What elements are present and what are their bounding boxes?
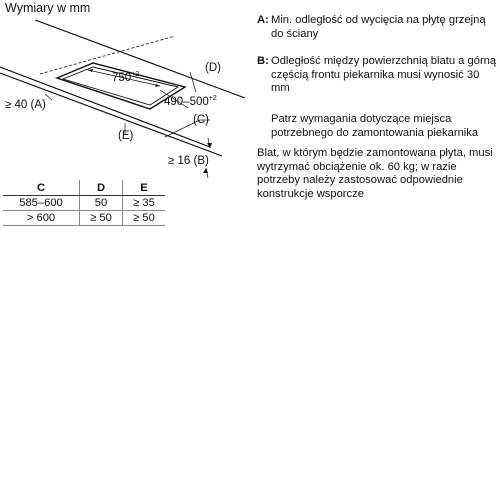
countertop-back-edge (35, 20, 245, 98)
table-row (3, 211, 165, 226)
legend-text-a: Min. odległość od wycięcia na płytę grzejną do ściany (271, 14, 486, 40)
label-490: $490-500^{+2}$ (164, 95, 217, 108)
installation-diagram (0, 20, 260, 190)
table-cell: ≥ 50 (80, 211, 123, 226)
table-header: D (80, 180, 123, 196)
legend-text-b: Odległość między powierzchnią blatu a górną częścią frontu piekarnika musi wynosić 30 mm (271, 55, 497, 94)
legend-item-b (257, 55, 497, 99)
dimensions-table (3, 180, 165, 226)
table-row (3, 196, 165, 211)
label-a: ≥ 40 (A) (5, 99, 46, 111)
countertop-front-face (0, 73, 222, 156)
label-e: (E) (118, 130, 134, 142)
label-d: (D) (205, 62, 221, 74)
legend-key-a: A: (257, 14, 269, 26)
label-750: $750^{+2}$ (112, 71, 140, 84)
label-c: (C) (193, 114, 209, 126)
wall-dashed-line (40, 36, 175, 74)
table-cell: 585–600 (3, 196, 80, 211)
table-cell: ≥ 35 (123, 196, 166, 211)
oven-note: Patrz wymagania dotyczące miejsca potrzebnego do zamontowania piekarnika (271, 113, 479, 139)
table-cell: > 600 (3, 211, 80, 226)
legend-key-b: B: (257, 55, 269, 67)
countertop-note: Blat, w którym będzie zamontowana płyta, musi wytrzymać obciążenie ok. 60 kg; w razie potrzeby należy zastosować odpowiednie konstrukcje wsporcze (257, 147, 493, 200)
table-header: C (3, 180, 80, 196)
dim-d-line (190, 72, 196, 92)
label-b: ≥ 16 (B) (168, 155, 209, 167)
page-title: Wymiary w mm (5, 1, 91, 15)
dim-a-line (45, 94, 52, 100)
table-header: E (123, 180, 166, 196)
table-cell: ≥ 50 (123, 211, 166, 226)
table-cell: 50 (80, 196, 123, 211)
table-header-row (3, 180, 165, 196)
legend-item-a (257, 14, 497, 44)
